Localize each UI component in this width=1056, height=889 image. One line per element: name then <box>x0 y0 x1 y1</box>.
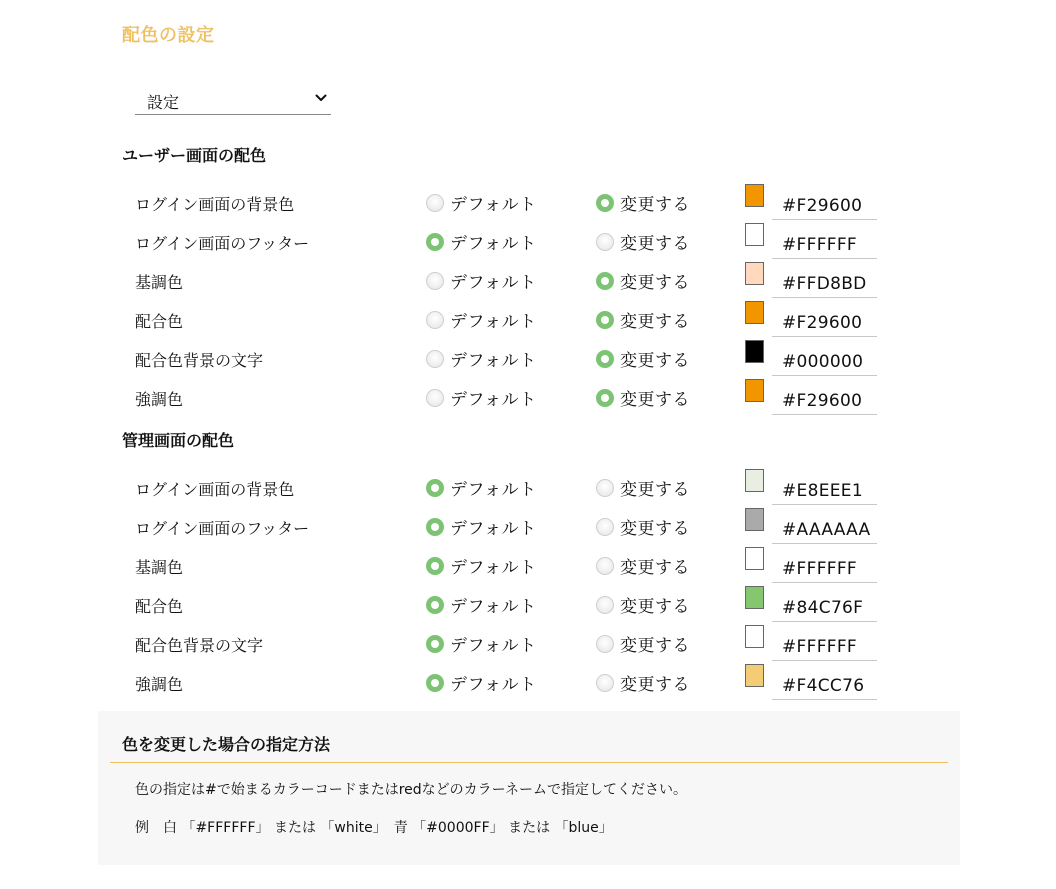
radio-change-circle[interactable] <box>596 635 614 653</box>
radio-change[interactable] <box>596 229 690 254</box>
radio-default-circle[interactable] <box>426 479 444 497</box>
help-title: 色を変更した場合の指定方法 <box>122 735 331 754</box>
row-label: 基調色 <box>135 273 184 292</box>
radio-change-circle[interactable] <box>596 311 614 329</box>
radio-change[interactable] <box>596 631 690 656</box>
radio-default[interactable] <box>426 385 537 410</box>
color-setting-row <box>0 662 1056 701</box>
radio-default[interactable] <box>426 592 537 617</box>
radio-default-circle[interactable] <box>426 311 444 329</box>
radio-change-label: 変更する <box>620 636 690 656</box>
radio-default[interactable] <box>426 631 537 656</box>
radio-default-circle[interactable] <box>426 596 444 614</box>
color-swatch[interactable] <box>745 223 764 246</box>
radio-default[interactable] <box>426 268 537 293</box>
row-label: 配合色背景の文字 <box>135 351 264 370</box>
radio-default[interactable] <box>426 190 537 215</box>
radio-change-label: 変更する <box>620 390 690 410</box>
color-setting-row <box>0 182 1056 221</box>
help-box <box>98 711 960 865</box>
color-swatch[interactable] <box>745 184 764 207</box>
color-code-input[interactable] <box>772 182 877 220</box>
radio-change[interactable] <box>596 553 690 578</box>
radio-change-circle[interactable] <box>596 674 614 692</box>
radio-change-circle[interactable] <box>596 479 614 497</box>
radio-change-circle[interactable] <box>596 272 614 290</box>
radio-change[interactable] <box>596 592 690 617</box>
radio-default[interactable] <box>426 307 537 332</box>
color-code-input[interactable] <box>772 623 877 661</box>
admin-section-title: 管理画面の配色 <box>122 431 235 450</box>
radio-default-circle[interactable] <box>426 194 444 212</box>
row-label: ログイン画面の背景色 <box>135 195 295 214</box>
radio-default-circle[interactable] <box>426 674 444 692</box>
radio-default-label: デフォルト <box>450 675 537 695</box>
help-divider <box>110 762 948 763</box>
radio-default[interactable] <box>426 346 537 371</box>
radio-default-circle[interactable] <box>426 389 444 407</box>
radio-change[interactable] <box>596 346 690 371</box>
radio-change-label: 変更する <box>620 558 690 578</box>
radio-change[interactable] <box>596 268 690 293</box>
radio-change-label: 変更する <box>620 195 690 215</box>
color-code-input[interactable] <box>772 299 877 337</box>
radio-default-label: デフォルト <box>450 558 537 578</box>
radio-change[interactable] <box>596 475 690 500</box>
radio-default-label: デフォルト <box>450 636 537 656</box>
help-instruction-text: 色の指定は#で始まるカラーコードまたはredなどのカラーネームで指定してください。 <box>135 782 687 798</box>
radio-change-circle[interactable] <box>596 557 614 575</box>
radio-change-circle[interactable] <box>596 233 614 251</box>
settings-select-value: 設定 <box>147 93 180 112</box>
color-code-input[interactable] <box>772 545 877 583</box>
row-label: ログイン画面のフッター <box>135 519 310 538</box>
radio-change-label: 変更する <box>620 312 690 332</box>
row-label: 配合色 <box>135 312 184 331</box>
row-label: 配合色 <box>135 597 184 616</box>
radio-default[interactable] <box>426 229 537 254</box>
color-code-input[interactable] <box>772 467 877 505</box>
radio-change[interactable] <box>596 190 690 215</box>
radio-default-circle[interactable] <box>426 635 444 653</box>
color-swatch[interactable] <box>745 547 764 570</box>
page-title: 配色の設定 <box>122 25 215 46</box>
radio-change-circle[interactable] <box>596 194 614 212</box>
row-label: ログイン画面のフッター <box>135 234 310 253</box>
color-setting-row <box>0 506 1056 545</box>
color-code-input[interactable] <box>772 662 877 700</box>
row-label: 強調色 <box>135 390 184 409</box>
radio-default-label: デフォルト <box>450 312 537 332</box>
color-swatch[interactable] <box>745 379 764 402</box>
color-swatch[interactable] <box>745 262 764 285</box>
radio-default-circle[interactable] <box>426 233 444 251</box>
radio-default[interactable] <box>426 670 537 695</box>
color-swatch[interactable] <box>745 625 764 648</box>
radio-change-label: 変更する <box>620 597 690 617</box>
radio-default-label: デフォルト <box>450 351 537 371</box>
color-swatch[interactable] <box>745 586 764 609</box>
radio-default-circle[interactable] <box>426 557 444 575</box>
radio-change-circle[interactable] <box>596 389 614 407</box>
row-label: 配合色背景の文字 <box>135 636 264 655</box>
radio-default-label: デフォルト <box>450 597 537 617</box>
radio-change[interactable] <box>596 514 690 539</box>
help-example-text: 例 白 「#FFFFFF」 または 「white」 青 「#0000FF」 または 「blue」 <box>135 820 613 836</box>
radio-change[interactable] <box>596 385 690 410</box>
radio-default-label: デフォルト <box>450 234 537 254</box>
row-label: 強調色 <box>135 675 184 694</box>
color-setting-row <box>0 221 1056 260</box>
color-code-input[interactable] <box>772 260 877 298</box>
radio-default-circle[interactable] <box>426 272 444 290</box>
radio-default-label: デフォルト <box>450 480 537 500</box>
color-code-input[interactable] <box>772 584 877 622</box>
radio-change[interactable] <box>596 307 690 332</box>
color-setting-row <box>0 338 1056 377</box>
radio-change-label: 変更する <box>620 234 690 254</box>
color-swatch[interactable] <box>745 664 764 687</box>
radio-change-label: 変更する <box>620 351 690 371</box>
color-swatch[interactable] <box>745 340 764 363</box>
row-label: ログイン画面の背景色 <box>135 480 295 499</box>
color-setting-row <box>0 584 1056 623</box>
radio-default-label: デフォルト <box>450 195 537 215</box>
color-setting-row <box>0 299 1056 338</box>
color-setting-row <box>0 623 1056 662</box>
radio-change-label: 変更する <box>620 519 690 539</box>
color-code-input[interactable] <box>772 221 877 259</box>
color-setting-row <box>0 377 1056 416</box>
color-code-input[interactable] <box>772 377 877 415</box>
color-swatch[interactable] <box>745 301 764 324</box>
radio-default-label: デフォルト <box>450 273 537 293</box>
color-setting-row <box>0 260 1056 299</box>
radio-default[interactable] <box>426 553 537 578</box>
chevron-down-icon <box>315 92 327 104</box>
color-swatch[interactable] <box>745 508 764 531</box>
user-section-title: ユーザー画面の配色 <box>122 146 267 165</box>
radio-default-label: デフォルト <box>450 390 537 410</box>
radio-change-circle[interactable] <box>596 350 614 368</box>
color-swatch[interactable] <box>745 469 764 492</box>
radio-change-label: 変更する <box>620 480 690 500</box>
radio-change-circle[interactable] <box>596 596 614 614</box>
radio-change-label: 変更する <box>620 675 690 695</box>
radio-change-label: 変更する <box>620 273 690 293</box>
color-setting-row <box>0 545 1056 584</box>
color-setting-row <box>0 467 1056 506</box>
radio-change-circle[interactable] <box>596 518 614 536</box>
row-label: 基調色 <box>135 558 184 577</box>
radio-default[interactable] <box>426 514 537 539</box>
radio-change[interactable] <box>596 670 690 695</box>
radio-default-circle[interactable] <box>426 350 444 368</box>
color-code-input[interactable] <box>772 506 877 544</box>
settings-select[interactable] <box>135 86 331 115</box>
color-code-input[interactable] <box>772 338 877 376</box>
radio-default[interactable] <box>426 475 537 500</box>
radio-default-label: デフォルト <box>450 519 537 539</box>
radio-default-circle[interactable] <box>426 518 444 536</box>
